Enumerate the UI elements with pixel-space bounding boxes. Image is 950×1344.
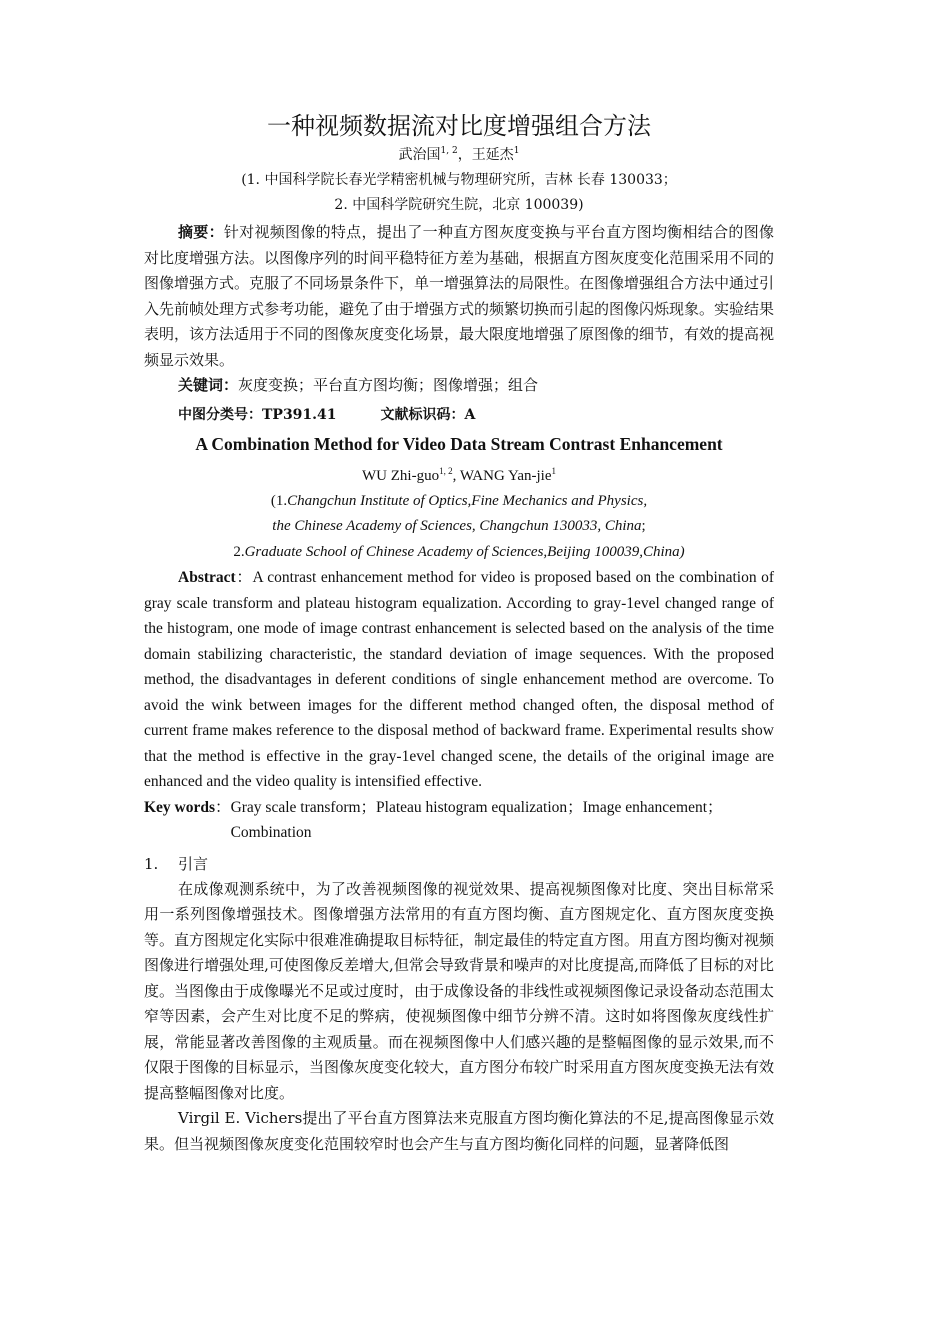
paper-page bbox=[144, 108, 774, 1157]
keywords-cn bbox=[144, 373, 774, 399]
english-title: A Combination Method for Video Data Stream Contrast Enhancement bbox=[195, 433, 723, 454]
abstract-en-label: Abstract bbox=[178, 569, 236, 586]
section-title: 引言 bbox=[178, 854, 209, 873]
abstract-en-text: A contrast enhancement method for video is proposed based on the combination of gray scale transform and plateau histogram equalization. According to gray-1evel changed range of the histogram, one mode of image contrast enhancement is selected based on the analysis of the time domain stabilizing characteristic, the standard deviation of image sequences. With the proposed method, the disadvantages in deferent conditions of single enhancement method are overcome. To avoid the wink between images for the different method changed often, the disposal method of current frame makes reference to the disposal method of backward frame. Experimental results show that the method is effective in the gray-1evel changed scene, the details of the original image are enhanced and the video quality is intensified effective. bbox=[144, 569, 774, 790]
keywords-cn-text: 灰度变换；平台直方图均衡；图像增强；组合 bbox=[238, 376, 539, 394]
english-author-affil-mark: 1 bbox=[551, 465, 556, 476]
english-affiliation-line bbox=[144, 540, 774, 566]
author-affil-mark: 1 bbox=[513, 146, 520, 156]
keywords-en-text: Gray scale transform；Plateau histogram equalization；Image enhancement；Combination bbox=[230, 798, 723, 841]
section-number: 1. bbox=[144, 854, 159, 873]
affiliation-line: 2. 中国科学院研究生院，北京 100039) bbox=[334, 197, 584, 213]
english-author-name: WANG Yan-jie bbox=[459, 467, 552, 484]
body-paragraph: Virgil E. Vichers提出了平台直方图算法来克服直方图均衡化算法的不足,提高图像显示效果。但当视频图像灰度变化范围较窄时也会产生与直方图均衡化同样的问题，显著降低图 bbox=[144, 1109, 774, 1153]
keywords-en bbox=[144, 795, 774, 846]
english-affiliation-line bbox=[144, 514, 774, 540]
english-affil-prefix: 2. bbox=[233, 543, 245, 560]
author-name: 武治国 bbox=[398, 147, 441, 163]
english-author-line bbox=[144, 463, 774, 489]
keywords-en-label: Key words： bbox=[144, 798, 231, 816]
abstract-en bbox=[144, 565, 774, 795]
english-affil-text: Changchun Institute of Optics,Fine Mechanics and Physics, bbox=[287, 492, 648, 509]
english-author-separator: , bbox=[452, 467, 460, 484]
abstract-cn bbox=[144, 220, 774, 373]
document-code: 文献标识码：A bbox=[380, 406, 476, 423]
english-author-name: WU Zhi-guo bbox=[362, 467, 440, 484]
abstract-en-colon: ： bbox=[235, 569, 253, 586]
classification-line bbox=[144, 402, 774, 428]
body-paragraph: 在成像观测系统中，为了改善视频图像的视觉效果、提高视频图像对比度、突出目标常采用一系列图像增强技术。图像增强方法常用的有直方图均衡、直方图规定化、直方图灰度变换等。直方图规定化实际中很难准确提取目标特征，制定最佳的特定直方图。用直方图均衡对视频图像进行增强处理,可使图像反差增大,但常会导致背景和噪声的对比度提高,而降低了目标的对比度。当图像由于成像曝光不足或过度时，由于成像设备的非线性或视频图像记录设备动态范围太窄等因素，会产生对比度不足的弊病，使视频图像中细节分辨不清。这时如将图像灰度线性扩展，常能显著改善图像的主观质量。而在视频图像中人们感兴趣的是整幅图像的显示效果,而不仅限于图像的目标显示，当图像灰度变化较大，直方图分布较广时采用直方图灰度变换无法有效提高整幅图像对比度。 bbox=[144, 879, 775, 1102]
english-affil-suffix: ; bbox=[641, 518, 646, 534]
abstract-cn-label: 摘要： bbox=[178, 223, 224, 241]
english-affil-prefix: (1. bbox=[270, 492, 288, 509]
author-line bbox=[144, 145, 774, 165]
paper-title: 一种视频数据流对比度增强组合方法 bbox=[267, 112, 651, 140]
author-affil-mark: 1, 2 bbox=[440, 146, 458, 156]
keywords-cn-label: 关键词： bbox=[178, 376, 239, 394]
author-separator: ， bbox=[457, 147, 472, 163]
english-affiliation-line bbox=[144, 489, 774, 515]
english-author-affil-mark: 1, 2 bbox=[439, 465, 453, 476]
section-heading bbox=[144, 851, 774, 877]
abstract-cn-text: 针对视频图像的特点，提出了一种直方图灰度变换与平台直方图均衡相结合的图像对比度增强方法。以图像序列的时间平稳特征方差为基础，根据直方图灰度变化范围采用不同的图像增强方式。克服了不同场景条件下，单一增强算法的局限性。在图像增强组合方法中通过引入先前帧处理方式参考功能，避免了由于增强方式的频繁切换而引起的图像闪烁现象。实验结果表明，该方法适用于不同的图像灰度变化场景，最大限度地增强了原图像的细节，有效的提高视频显示效果。 bbox=[144, 223, 775, 369]
affiliation-line: (1. 中国科学院长春光学精密机械与物理研究所，吉林 长春 130033； bbox=[241, 172, 677, 188]
english-affil-text: Graduate School of Chinese Academy of Sciences,Beijing 100039,China) bbox=[244, 543, 685, 560]
clc-number: 中图分类号：TP391.41 bbox=[178, 406, 337, 423]
author-name: 王延杰 bbox=[471, 147, 514, 163]
english-affil-text: the Chinese Academy of Sciences, Changchun 130033, China bbox=[272, 518, 642, 534]
